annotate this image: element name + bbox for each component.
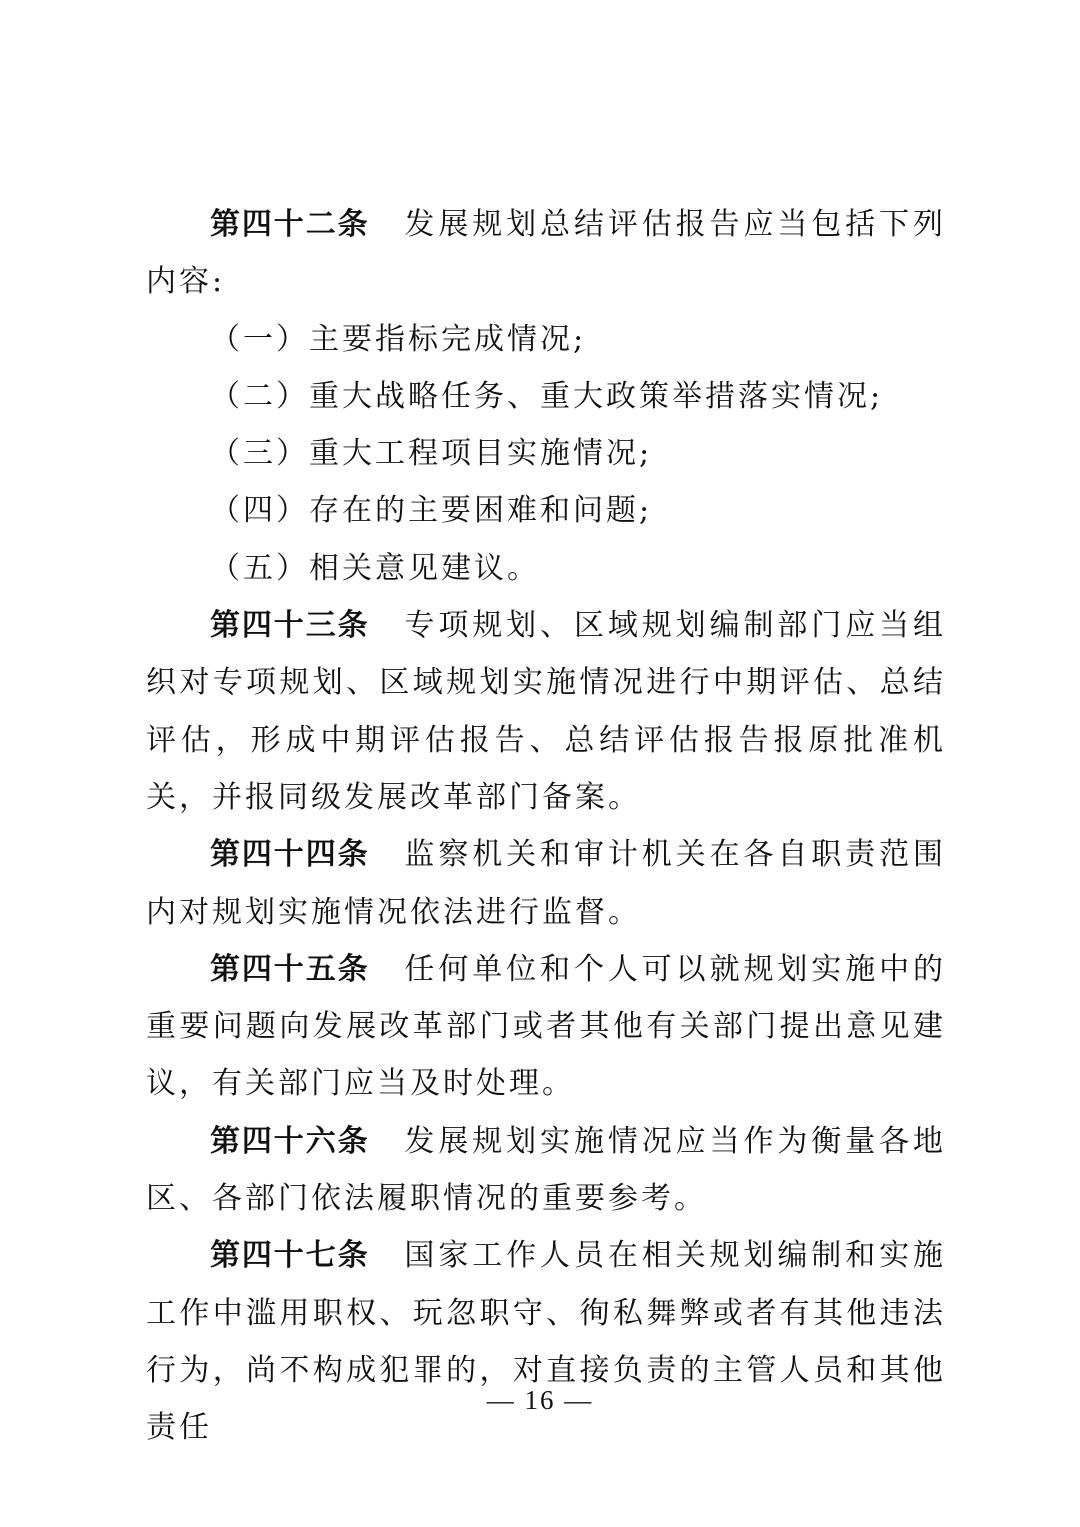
list-item: （四）存在的主要困难和问题; bbox=[210, 493, 653, 529]
article-45 bbox=[146, 941, 946, 1113]
article-number: 第四十六条 bbox=[210, 1123, 370, 1159]
article-text: 国家工作人员在相关规划编制和实施工作中滥用职权、玩忽职守、徇私舞弊或者有其他违法行为，尚不构成犯罪的，对直接负责的主管人员和其他责任 bbox=[146, 1238, 947, 1446]
article-47 bbox=[146, 1227, 946, 1456]
article-text: 专项规划、区域规划编制部门应当组织对专项规划、区域规划实施情况进行中期评估、总结评估，形成中期评估报告、总结评估报告报原批准机关，并报同级发展改革部门备案。 bbox=[146, 608, 947, 815]
article-number: 第四十四条 bbox=[210, 837, 370, 873]
list-item: （二）重大战略任务、重大政策举措落实情况; bbox=[210, 378, 884, 414]
page-number: — 16 — bbox=[486, 1385, 594, 1415]
article-text: 发展规划总结评估报告应当包括下列内容: bbox=[146, 207, 947, 300]
article-43 bbox=[146, 597, 946, 826]
article-number: 第四十三条 bbox=[210, 608, 370, 644]
article-text: 监察机关和审计机关在各自职责范围内对规划实施情况依法进行监督。 bbox=[146, 837, 947, 930]
article-46 bbox=[146, 1113, 946, 1228]
article-42 bbox=[146, 196, 946, 311]
article-44 bbox=[146, 826, 946, 941]
article-number: 第四十二条 bbox=[210, 207, 370, 242]
article-text: 任何单位和个人可以就规划实施中的重要问题向发展改革部门或者其他有关部门提出意见建议，有关部门应当及时处理。 bbox=[146, 951, 947, 1102]
list-item: （三）重大工程项目实施情况; bbox=[210, 436, 653, 472]
article-number: 第四十七条 bbox=[210, 1238, 370, 1274]
list-item: （五）相关意见建议。 bbox=[210, 550, 540, 586]
article-number: 第四十五条 bbox=[210, 951, 370, 987]
document-body bbox=[146, 196, 946, 1457]
article-text: 发展规划实施情况应当作为衡量各地区、各部门依法履职情况的重要参考。 bbox=[146, 1123, 947, 1217]
list-item: （一）主要指标完成情况; bbox=[210, 321, 587, 357]
